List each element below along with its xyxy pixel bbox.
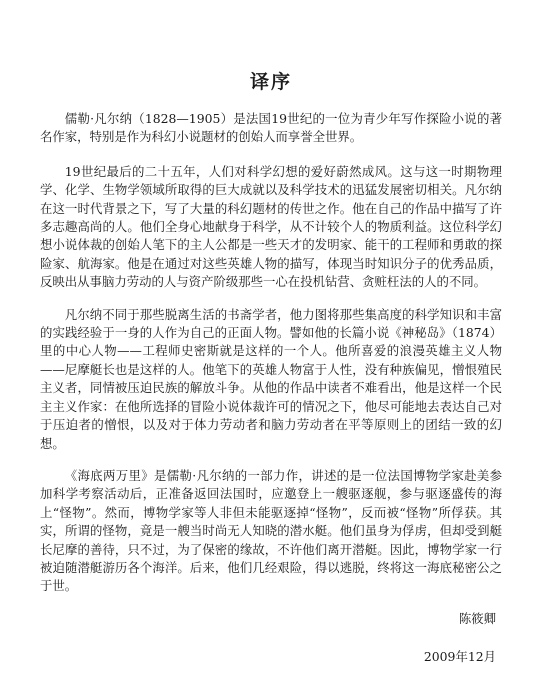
paragraph-background: 19世纪最后的二十五年，人们对科学幻想的爱好蔚然成风。这与这一时期物理学、化学、生物学领域所取得的巨大成就以及科学技术的迅猛发展密切相关。凡尔纳在这一时代背景之下，写了大量的科幻题材的传世之作。他在自己的作品中描写了许多志趣高尚的人。他们全身心地献身于科学，从不计较个人的物质利益。这位科学幻想小说体裁的创始人笔下的主人公都是一些天才的发明家、能干的工程师和勇敢的探险家、航海家。他是在通过对这些英雄人物的描写，体现当时知识分子的优秀品质，反映出从事脑力劳动的人与资产阶级那些一心在投机钻营、贪赃枉法的人的不同。 — [40, 163, 502, 290]
preface-date: 2009年12月 — [423, 648, 496, 664]
paragraph-intro: 儒勒·凡尔纳（1828—1905）是法国19世纪的一位为青少年写作探险小说的著名作家，特别是作为科幻小说题材的创始人而享誉全世界。 — [40, 111, 502, 145]
translator-signature: 陈筱卿 — [458, 610, 496, 626]
page-title: 译序 — [249, 71, 292, 93]
paragraph-heroes: 凡尔纳不同于那些脱离生活的书斋学者，他力图将那些集高度的科学知识和丰富的实践经验于一身的人作为自己的正面人物。譬如他的长篇小说《神秘岛》（1874）里的中心人物——工程师史密斯就是这样的一个人。他所喜爱的浪漫英雄主义人物——尼摩艇长也是这样的人。他笔下的英雄人物富于人性，没有种族偏见，憎恨殖民主义者，同情被压迫民族的解放斗争。从他的作品中读者不难看出，他是这样一个民主主义作家：在他所选择的冒险小说体裁许可的情况之下，他尽可能地去表达自己对于压迫者的憎恨，以及对于体力劳动者和脑力劳动者在平等原则上的团结一致的幻想。 — [40, 306, 502, 451]
preface-page — [40, 70, 502, 666]
paragraph-novel-summary: 《海底两万里》是儒勒·凡尔纳的一部力作，讲述的是一位法国博物学家赴美参加科学考察活动后，正准备返回法国时，应邀登上一艘驱逐舰，参与驱逐盛传的海上“怪物”。然而，博物学家等人非但未能驱逐掉“怪物”，反而被“怪物”所俘获。其实，所谓的怪物，竟是一艘当时尚无人知晓的潜水艇。他们虽身为俘虏，但却受到艇长尼摩的善待，只不过，为了保密的缘故，不许他们离开潜艇。因此，博物学家一行被迫随潜艇游历各个海洋。后来，他们几经艰险，得以逃脱，终将这一海底秘密公之于世。 — [40, 467, 502, 594]
